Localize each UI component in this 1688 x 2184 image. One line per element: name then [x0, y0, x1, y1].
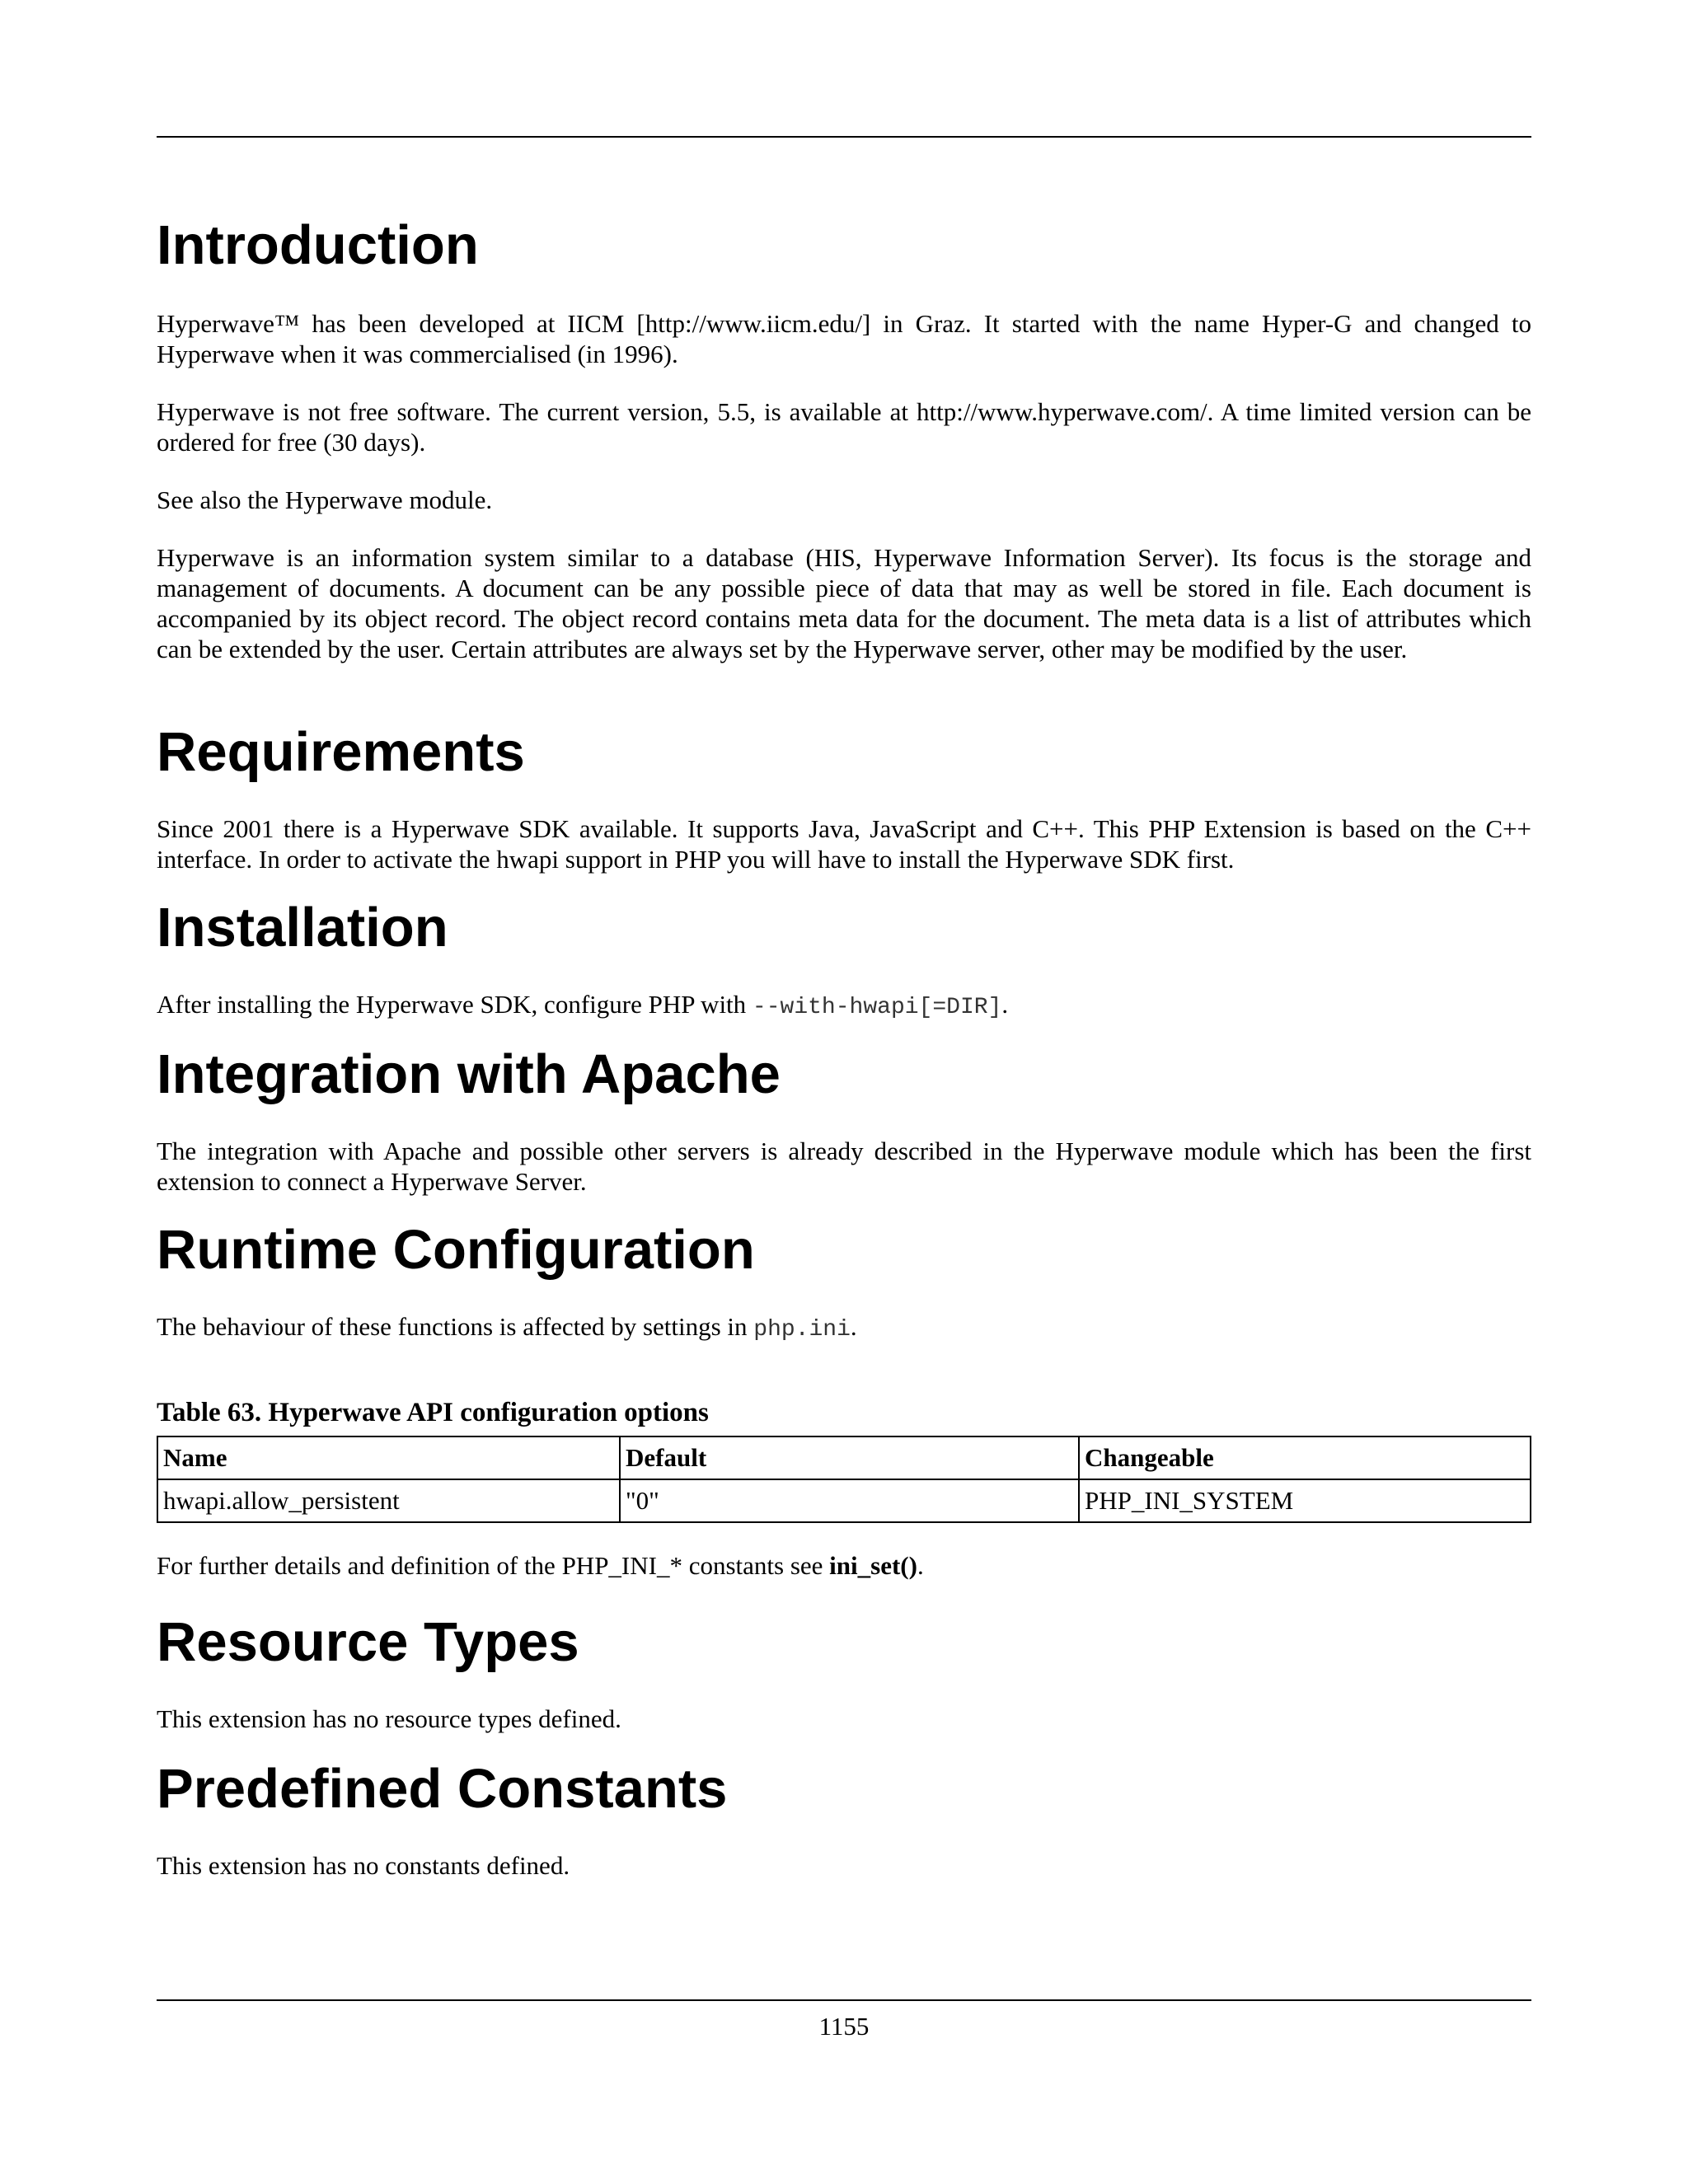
cell-default: "0"	[620, 1479, 1079, 1522]
punctuation: .	[850, 1312, 857, 1341]
paragraph: Hyperwave is not free software. The current version, 5.5, is available at http://www.hyperwave.com/. A time limited version can be ordered for free (30 days).	[157, 397, 1531, 457]
column-header-changeable: Changeable	[1079, 1436, 1531, 1479]
paragraph	[157, 1311, 1531, 1345]
section-runtime-configuration	[157, 1217, 1531, 1581]
section-predefined-constants	[157, 1756, 1531, 1881]
paragraph	[157, 1550, 1531, 1581]
config-options-table	[157, 1436, 1531, 1523]
header-rule	[157, 136, 1531, 138]
section-heading: Requirements	[157, 721, 525, 783]
punctuation: .	[917, 1551, 924, 1580]
paragraph: Since 2001 there is a Hyperwave SDK available. It supports Java, JavaScript and C++. This PHP Extension is based on the C++ interface. In order to activate the hwapi support in PHP you will have to install the Hyperwave SDK first.	[157, 814, 1531, 874]
section-heading: Integration with Apache	[157, 1043, 781, 1105]
runtime-text: The behaviour of these functions is affected by settings in	[157, 1312, 754, 1341]
section-apache	[157, 1042, 1531, 1197]
paragraph: See also the Hyperwave module.	[157, 485, 493, 514]
table-caption: Table 63. Hyperwave API configuration options	[157, 1398, 709, 1427]
table-row	[157, 1479, 1531, 1522]
column-header-default: Default	[620, 1436, 1079, 1479]
configure-flag-code: --with-hwapi[=DIR]	[752, 995, 1002, 1020]
section-resource-types	[157, 1610, 1531, 1734]
section-heading: Installation	[157, 897, 448, 958]
note-text: For further details and definition of the PHP_INI_* constants see	[157, 1551, 830, 1580]
cell-changeable: PHP_INI_SYSTEM	[1079, 1479, 1531, 1522]
paragraph	[157, 989, 1531, 1023]
table-header-row	[157, 1436, 1531, 1479]
section-requirements	[157, 719, 1531, 874]
installation-text: After installing the Hyperwave SDK, configure PHP with	[157, 990, 753, 1019]
footer-rule	[157, 1999, 1531, 2001]
paragraph: Hyperwave™ has been developed at IICM [http://www.iicm.edu/] in Graz. It started with the name Hyper-G and changed to Hyperwave when it was commercialised (in 1996).	[157, 309, 1531, 368]
section-introduction	[157, 213, 1531, 664]
section-heading: Predefined Constants	[157, 1758, 728, 1820]
section-heading: Introduction	[157, 214, 479, 276]
paragraph: The integration with Apache and possible other servers is already described in the Hyperwave module which has been the first extension to connect a Hyperwave Server.	[157, 1137, 1531, 1196]
section-heading: Resource Types	[157, 1611, 579, 1673]
punctuation: .	[1001, 990, 1009, 1019]
paragraph: Hyperwave is an information system similar to a database (HIS, Hyperwave Information Server). Its focus is the storage and management of documents. A document can be any possible piece of data that may as well be stored in file. Each document is accompanied by its object record. The object record contains meta data for the document. The meta data is a list of attributes which can be extended by the user. Certain attributes are always set by the Hyperwave server, other may be modified by the user.	[157, 543, 1531, 663]
ini-set-link[interactable]: ini_set()	[829, 1551, 917, 1580]
section-heading: Runtime Configuration	[157, 1219, 755, 1281]
cell-name: hwapi.allow_persistent	[157, 1479, 620, 1522]
paragraph: This extension has no resource types defined.	[157, 1704, 621, 1733]
section-installation	[157, 895, 1531, 1023]
page-number: 1155	[818, 2012, 870, 2041]
column-header-name: Name	[157, 1436, 620, 1479]
php-ini-code: php.ini	[753, 1317, 851, 1343]
paragraph: This extension has no constants defined.	[157, 1851, 570, 1880]
